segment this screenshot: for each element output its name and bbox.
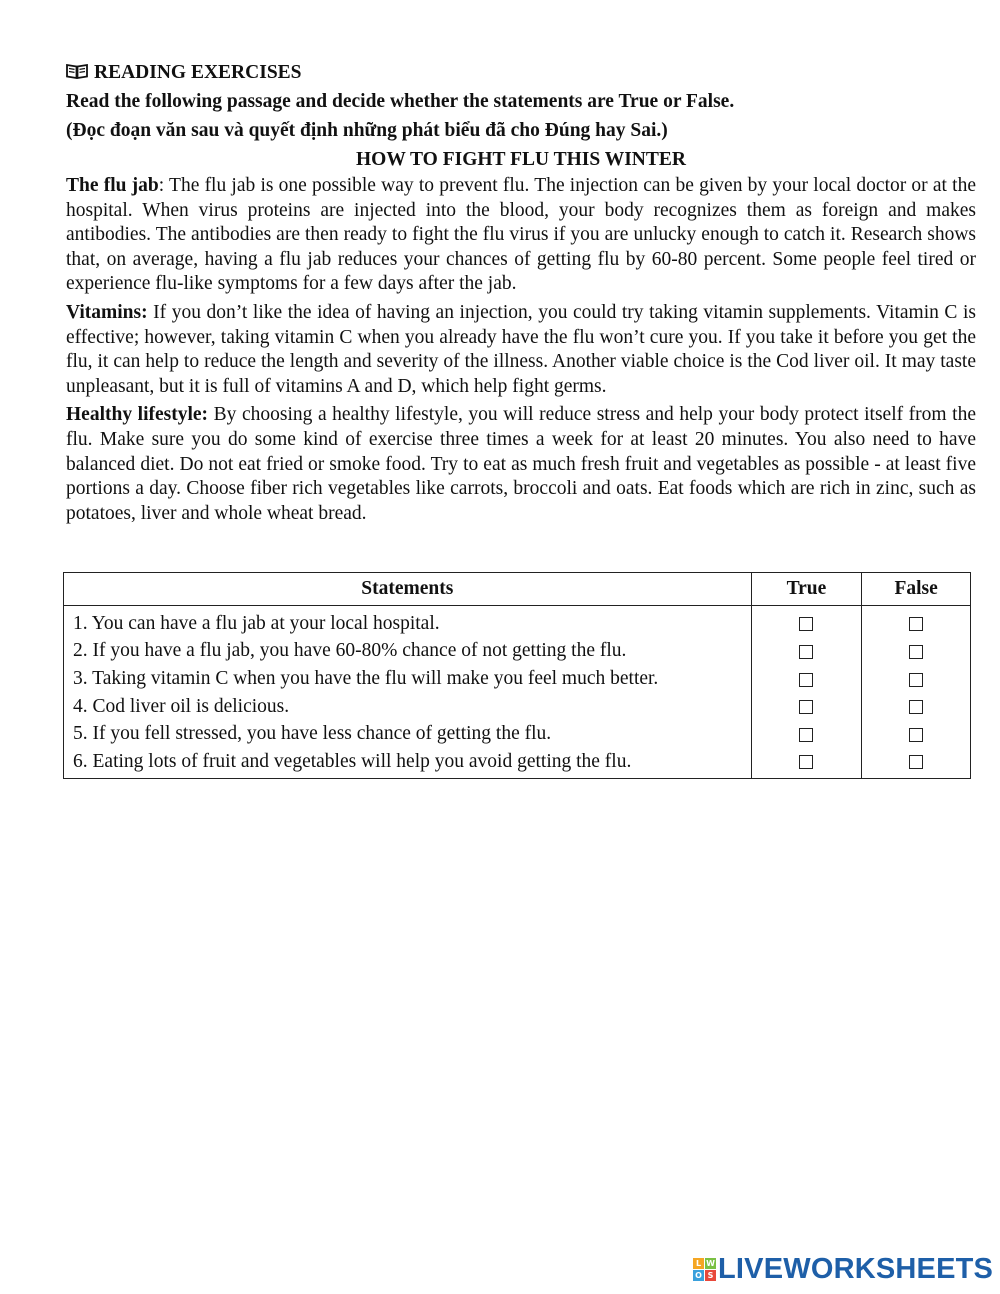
worksheet-page (66, 58, 976, 530)
false-checkbox[interactable] (909, 700, 923, 714)
column-header-true: True (751, 573, 862, 606)
paragraph-text: The flu jab is one possible way to prevent flu. The injection can be given by your local doctor or at the hospital. When virus proteins are injected into the blood, your body recognizes them as foreign and makes antibodies. The antibodies are then ready to fight the flu virus if you are unlucky enough to catch it. Research shows that, on average, having a flu jab reduces your chances of getting flu by 60-80 percent. Some people feel tired or experience flu-like symptoms for a few days after the jab. (66, 175, 976, 295)
liveworksheets-logo-icon: L W O S (693, 1258, 716, 1281)
section-header (66, 58, 976, 87)
true-false-table (63, 572, 971, 779)
true-checkbox[interactable] (799, 700, 813, 714)
table-row (64, 748, 971, 778)
table-row (64, 693, 971, 721)
liveworksheets-logo (693, 1254, 993, 1284)
true-checkbox[interactable] (799, 673, 813, 687)
false-checkbox[interactable] (909, 728, 923, 742)
statement-text: 6. Eating lots of fruit and vegetables will help you avoid getting the flu. (64, 748, 752, 778)
table-row (64, 638, 971, 666)
instruction-vi: (Đọc đoạn văn sau và quyết định những phát biểu đã cho Đúng hay Sai.) (66, 120, 668, 141)
paragraph-flu-jab: The flu jab: The flu jab is one possible way to prevent flu. The injection can be given by your local doctor or at the hospital. When virus proteins are injected into the blood, your body recognizes them as foreign and makes antibodies. The antibodies are then ready to fight the flu virus if you are unlucky enough to catch it. Research shows that, on average, having a flu jab reduces your chances of getting flu by 60-80 percent. Some people feel tired or experience flu-like symptoms for a few days after the jab. (66, 175, 976, 295)
paragraph-text: By choosing a healthy lifestyle, you will reduce stress and help your body protect itself from the flu. Make sure you do some kind of exercise three times a week for at least 20 minutes. You also need to have balanced diet. Do not eat fried or smoke food. Try to eat as much fresh fruit and vegetables as possible - at least five portions a day. Choose fiber rich vegetables like carrots, broccoli and oats. Eat foods which are rich in zinc, such as potatoes, liver and whole wheat bread. (66, 404, 976, 524)
true-checkbox[interactable] (799, 645, 813, 659)
open-book-icon (66, 63, 88, 79)
passage-title: HOW TO FIGHT FLU THIS WINTER (356, 149, 686, 170)
column-header-statements: Statements (64, 573, 752, 606)
statement-text: 1. You can have a flu jab at your local hospital. (64, 606, 752, 638)
paragraph-text: If you don’t like the idea of having an injection, you could try taking vitamin supplements. Vitamin C is effective; however, taking vitamin C when you already have the flu won’t cure you. If you take it before you get the flu, it can help to reduce the length and severity of the illness. Another viable choice is the Cod liver oil. It may taste unpleasant, but it is full of vitamins A and D, which help fight germs. (66, 301, 976, 397)
table-header-row (64, 573, 971, 606)
false-checkbox[interactable] (909, 673, 923, 687)
table-row (64, 606, 971, 638)
instruction-en: Read the following passage and decide whether the statements are True or False. (66, 91, 735, 112)
section-title: READING EXERCISES (94, 62, 302, 83)
paragraph-heading: Healthy lifestyle: (66, 404, 209, 426)
true-checkbox[interactable] (799, 617, 813, 631)
paragraph-heading: The flu jab (66, 175, 159, 196)
column-header-false: False (862, 573, 971, 606)
table-row (64, 665, 971, 693)
paragraph-heading: Vitamins: (66, 301, 148, 323)
paragraph-healthy-lifestyle (66, 403, 976, 526)
statement-text: 5. If you fell stressed, you have less chance of getting the flu. (64, 720, 752, 748)
table-row (64, 720, 971, 748)
false-checkbox[interactable] (909, 755, 923, 769)
paragraph-vitamins (66, 301, 976, 399)
statement-text: 2. If you have a flu jab, you have 60-80% chance of not getting the flu. (64, 638, 752, 666)
statement-text: 4. Cod liver oil is delicious. (64, 693, 752, 721)
liveworksheets-logo-text: LIVEWORKSHEETS (718, 1252, 994, 1285)
false-checkbox[interactable] (909, 617, 923, 631)
true-checkbox[interactable] (799, 728, 813, 742)
false-checkbox[interactable] (909, 645, 923, 659)
statement-text: 3. Taking vitamin C when you have the flu will make you feel much better. (64, 665, 752, 693)
true-checkbox[interactable] (799, 755, 813, 769)
